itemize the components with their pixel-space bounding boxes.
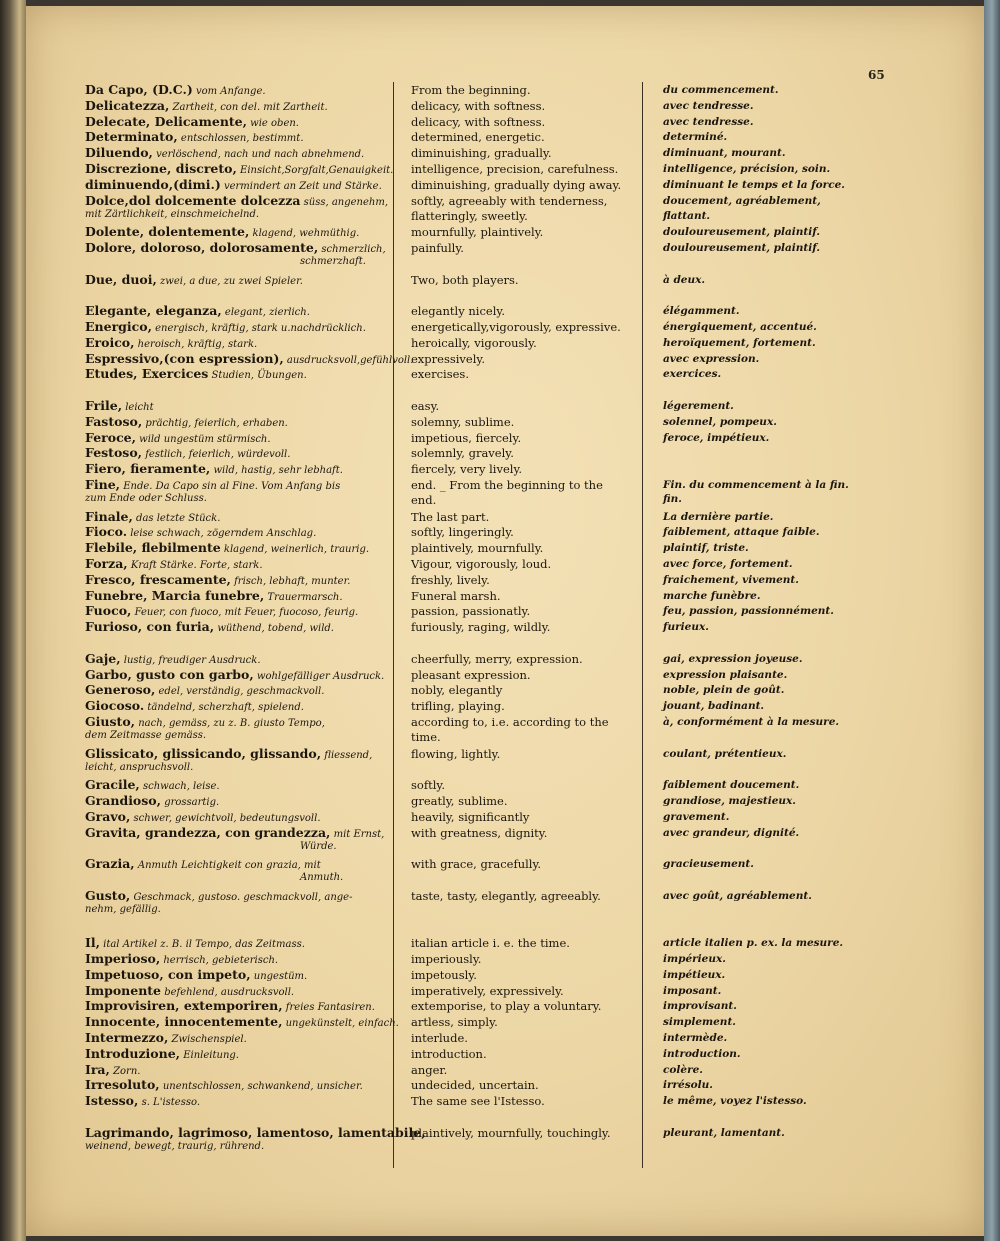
english-translation: diminuishing, gradually dying away. (411, 177, 622, 192)
dictionary-entry (0, 477, 1000, 507)
german-gloss: wie oben. (246, 117, 299, 129)
term-text: Lagrimando, lagrimoso, lamentoso, lamentabile, (85, 1124, 426, 1140)
dictionary-entry (0, 967, 1000, 983)
dictionary-entry (0, 303, 1000, 319)
term-text: Grazia, (85, 856, 135, 872)
german-gloss: vom Anfange. (192, 86, 266, 97)
term-text: Irresoluto, (85, 1077, 160, 1093)
french-translation: gracieusement. (663, 858, 754, 871)
german-gloss: nach, gemäss, zu z. B. giusto Tempo, (135, 718, 325, 729)
english-translation: painfully. (411, 241, 464, 255)
english-translation: softly, agreeably with tenderness, (411, 193, 608, 208)
german-gloss: s. L'istesso. (138, 1097, 201, 1109)
dictionary-entry (0, 398, 1000, 414)
dictionary-entry (0, 983, 1000, 999)
german-gloss: vermindert an Zeit und Stärke. (220, 180, 382, 192)
term-text: Elegante, eleganza, (85, 303, 222, 319)
dictionary-entry (0, 651, 1000, 667)
french-translation: expression plaisante. (663, 668, 788, 681)
dictionary-entry (0, 177, 1000, 193)
german-gloss: befehlend, ausdrucksvoll. (161, 986, 295, 998)
english-translation: trifling, playing. (411, 699, 505, 714)
french-translation: du commencement. (663, 84, 779, 96)
dictionary-entry (0, 1046, 1000, 1062)
english-translation: extemporise, to play a voluntary. (411, 999, 602, 1014)
english-translation: From the beginning. (411, 83, 531, 97)
dictionary-entry (0, 904, 1000, 920)
german-gloss: das letzte Stück. (132, 512, 221, 524)
french-translation: avec force, fortement. (663, 558, 793, 570)
dictionary-entry (0, 840, 1000, 856)
german-gloss: klagend, wehmüthig. (249, 228, 360, 240)
dictionary-entry (0, 1062, 1000, 1078)
german-gloss: entschlossen, bestimmt. (177, 133, 304, 145)
english-translation: artless, simply. (411, 1015, 498, 1030)
term-text: Il, (85, 935, 100, 951)
english-translation: The same see l'Istesso. (411, 1094, 545, 1109)
english-translation: flatteringly, sweetly. (411, 209, 528, 224)
french-translation: doucement, agréablement, (663, 194, 821, 207)
term-text: Gaje, (85, 650, 121, 666)
french-translation: determiné. (663, 131, 728, 144)
german-gloss-continued: Anmuth. (300, 872, 344, 884)
english-translation: expressively. (411, 351, 486, 366)
french-translation: article italien p. ex. la mesure. (663, 937, 844, 950)
dictionary-entry (0, 382, 1000, 398)
dictionary-entry (0, 777, 1000, 793)
dictionary-entry (0, 887, 1000, 915)
term-text: Diluendo, (85, 145, 153, 161)
german-gloss: Zartheit, con del. mit Zartheit. (169, 101, 328, 113)
term-text: Istesso, (85, 1093, 139, 1109)
dictionary-entry (0, 572, 1000, 588)
french-translation: plaintif, triste. (663, 542, 749, 555)
german-gloss-continued: schmerzhaft. (300, 256, 366, 267)
term-text: Giusto, (85, 714, 136, 729)
english-translation: Funeral marsh. (411, 588, 501, 603)
french-translation: intelligence, précision, soin. (663, 163, 831, 175)
term-text: Glissicato, glissicando, glissando, (85, 745, 322, 761)
german-gloss: tändelnd, scherzhaft, spielend. (144, 702, 304, 714)
german-gloss: Studien, Übungen. (208, 370, 307, 382)
german-gloss: schmerzlich, (318, 244, 386, 255)
german-gloss: süss, angenehm, (300, 196, 389, 208)
dictionary-entry (0, 556, 1000, 572)
english-translation: introduction. (411, 1046, 487, 1061)
german-gloss: zwei, a due, zu zwei Spieler. (156, 275, 303, 287)
english-translation: with greatness, dignity. (411, 825, 548, 840)
dictionary-entry (0, 619, 1000, 635)
french-translation: solennel, pompeux. (663, 415, 777, 428)
dictionary-entry (0, 414, 1000, 430)
german-gloss: wohlgefälliger Ausdruck. (253, 670, 385, 682)
term-text: Energico, (85, 319, 152, 334)
french-translation: introduction. (663, 1047, 741, 1060)
english-translation: mournfully, plaintively. (411, 225, 544, 240)
english-translation: heroically, vigorously. (411, 335, 537, 350)
page-number: 65 (868, 68, 885, 82)
german-gloss-continued: nehm, gefällig. (85, 903, 161, 915)
german-gloss: elegant, zierlich. (221, 307, 310, 319)
english-translation: delicacy, with softness. (411, 98, 546, 113)
german-gloss: prächtig, feierlich, erhaben. (142, 417, 288, 429)
dictionary-entry (0, 1014, 1000, 1030)
term-text: Improvisiren, extemporiren, (85, 998, 283, 1014)
dictionary-entry (0, 793, 1000, 809)
term-text: Finale, (85, 508, 133, 524)
dictionary-entry (0, 98, 1000, 114)
german-gloss: freies Fantasiren. (282, 1002, 375, 1014)
english-translation: diminuishing, gradually. (411, 146, 552, 161)
term-text: Fresco, frescamente, (85, 571, 231, 587)
french-translation: noble, plein de goût. (663, 684, 785, 697)
english-translation: furiously, raging, wildly. (411, 620, 551, 635)
term-text: Ira, (85, 1061, 110, 1077)
term-text: Discrezione, discreto, (85, 161, 237, 176)
english-translation: passion, passionatly. (411, 604, 531, 619)
english-translation: imperatively, expressively. (411, 983, 564, 998)
german-gloss: wild, hastig, sehr lebhaft. (210, 465, 343, 477)
dictionary-entry (0, 129, 1000, 145)
french-translation: impérieux. (663, 953, 726, 965)
dictionary-entry (0, 145, 1000, 161)
dictionary-entry (0, 1124, 1000, 1152)
dictionary-entry (0, 272, 1000, 288)
term-text: Determinato, (85, 129, 178, 145)
dictionary-entry (0, 430, 1000, 446)
french-translation-continued: fin. (663, 493, 682, 505)
french-translation: gai, expression joyeuse. (663, 652, 803, 665)
french-translation: feroce, impétieux. (663, 431, 770, 444)
dictionary-entry (0, 82, 1000, 98)
dictionary-entry (0, 114, 1000, 130)
term-text: Garbo, gusto con garbo, (85, 666, 254, 682)
dictionary-entry (0, 208, 1000, 224)
french-translation: douloureusement, plaintif. (663, 242, 821, 254)
english-translation: with grace, gracefully. (411, 857, 542, 872)
dictionary-entry (0, 1030, 1000, 1046)
german-gloss: Ende. Da Capo sin al Fine. Vom Anfang bis (120, 481, 341, 492)
french-translation: feu, passion, passionnément. (663, 605, 834, 618)
french-translation: pleurant, lamentant. (663, 1126, 785, 1139)
dictionary-entry (0, 161, 1000, 177)
term-text: Imperioso, (85, 951, 161, 966)
german-gloss-continued: leicht, anspruchsvoll. (85, 761, 194, 773)
english-translation: intelligence, precision, carefulness. (411, 162, 619, 176)
dictionary-entry (0, 603, 1000, 619)
dictionary-entry (0, 224, 1000, 240)
dictionary-entry (0, 824, 1000, 852)
term-text: Introduzione, (85, 1045, 181, 1061)
term-text: Dolente, dolentemente, (85, 224, 250, 240)
english-translation: determined, energetic. (411, 130, 545, 145)
german-gloss: mit Ernst, (330, 828, 385, 840)
german-gloss: Feuer, con fuoco, mit Feuer, fuocoso, feurig. (131, 607, 359, 619)
german-gloss-continued: weinend, bewegt, traurig, rührend. (85, 1140, 265, 1152)
term-text: Flebile, flebilmente (85, 540, 221, 556)
french-translation: heroïquement, fortement. (663, 336, 816, 349)
dictionary-entry (0, 461, 1000, 477)
german-gloss: wild ungestüm stürmisch. (135, 433, 271, 445)
dictionary-entry (0, 667, 1000, 683)
german-gloss: edel, verständig, geschmackvoll. (155, 686, 325, 698)
term-text: Giocoso. (85, 698, 145, 714)
english-translation: end. _ From the beginning to the (411, 478, 603, 492)
german-gloss: klagend, weinerlich, traurig. (220, 544, 370, 556)
term-text: Eroico, (85, 334, 135, 350)
dictionary-entry (0, 730, 1000, 746)
term-text: Gravita, grandezza, con grandezza, (85, 824, 331, 840)
french-translation: gravement. (663, 810, 730, 823)
term-text: Intermezzo, (85, 1030, 169, 1045)
english-translation: flowing, lightly. (411, 746, 501, 761)
dictionary-entry (0, 935, 1000, 951)
german-gloss: Zorn. (109, 1065, 141, 1077)
english-translation: according to, i.e. according to the (411, 715, 609, 729)
german-gloss: fliessend, (321, 749, 373, 761)
german-gloss: festlich, feierlich, würdevoll. (142, 449, 291, 461)
german-gloss: schwer, gewichtvoll, bedeutungsvoll. (130, 812, 321, 824)
french-translation: avec tendresse. (663, 99, 754, 112)
term-text: Innocente, innocentemente, (85, 1014, 283, 1030)
french-translation: à, conformément à la mesure. (663, 716, 840, 728)
german-gloss: ungestüm. (250, 970, 308, 982)
german-gloss: Kraft Stärke. Forte, stark. (127, 560, 263, 571)
term-text: Imponente (85, 982, 162, 998)
english-translation: plaintively, mournfully, touchingly. (411, 1125, 611, 1140)
french-translation: coulant, prétentieux. (663, 747, 787, 760)
french-translation: le même, voyez l'istesso. (663, 1095, 807, 1108)
dictionary-entry (0, 240, 1000, 267)
french-translation: avec expression. (663, 352, 760, 365)
term-text: Impetuoso, con impeto, (85, 966, 251, 982)
dictionary-entry (0, 698, 1000, 714)
german-gloss-continued: zum Ende oder Schluss. (85, 493, 207, 504)
dictionary-entry (0, 588, 1000, 604)
english-translation: Two, both players. (411, 272, 519, 287)
term-text: Fuoco, (85, 603, 132, 619)
dictionary-entry (0, 509, 1000, 525)
english-translation: pleasant expression. (411, 667, 531, 682)
term-text: Forza, (85, 556, 128, 571)
term-text: Fioco. (85, 524, 128, 540)
term-text: diminuendo,(dimi.) (85, 176, 221, 192)
term-text: Festoso, (85, 445, 143, 461)
german-gloss-continued: dem Zeitmasse gemäss. (85, 730, 207, 741)
term-text: Gravo, (85, 808, 131, 824)
dictionary-entry (0, 287, 1000, 303)
dictionary-entry (0, 256, 1000, 272)
french-translation: intermède. (663, 1032, 728, 1044)
german-gloss: Einsicht,Sorgfalt,Genauigkeit. (236, 165, 394, 176)
french-translation: avec tendresse. (663, 115, 754, 128)
german-gloss: Einleitung. (180, 1049, 239, 1061)
dictionary-entry (0, 856, 1000, 884)
french-translation: furieux. (663, 621, 709, 634)
dictionary-entry (0, 809, 1000, 825)
dictionary-entry (0, 524, 1000, 540)
dictionary-entry (0, 540, 1000, 556)
french-translation: improvisant. (663, 1000, 737, 1013)
dictionary-entry (0, 335, 1000, 351)
english-translation: easy. (411, 399, 440, 413)
french-translation: diminuant le temps et la force. (663, 178, 845, 191)
french-translation: à deux. (663, 273, 706, 286)
dictionary-entry (0, 761, 1000, 777)
term-text: Espressivo,(con espression), (85, 350, 284, 366)
english-translation: impetously. (411, 967, 477, 982)
french-translation: douloureusement, plaintif. (663, 226, 821, 239)
dictionary-entry (0, 351, 1000, 367)
term-text: Grandioso, (85, 793, 162, 808)
english-translation: interlude. (411, 1031, 468, 1045)
english-translation: undecided, uncertain. (411, 1078, 539, 1093)
english-translation-continued: time. (411, 730, 441, 744)
english-translation: exercises. (411, 367, 469, 382)
dictionary-entry (0, 951, 1000, 967)
french-translation: diminuant, mourant. (663, 147, 786, 160)
german-gloss: grossartig. (161, 797, 220, 808)
english-translation: imperiously. (411, 952, 482, 966)
german-gloss: lustig, freudiger Ausdruck. (120, 654, 261, 666)
term-text: Generoso, (85, 682, 156, 698)
german-gloss: Trauermarsch. (264, 591, 343, 603)
german-gloss: ungekünstelt, einfach. (282, 1018, 399, 1030)
french-translation: simplement. (663, 1016, 736, 1029)
german-gloss: ausdrucksvoll,gefühlvoll. (283, 354, 414, 366)
english-translation: softly, lingeringly. (411, 525, 514, 540)
term-text: Etudes, Exercices (85, 366, 209, 382)
french-translation: faiblement doucement. (663, 779, 800, 792)
dictionary-entry (0, 745, 1000, 773)
german-gloss-continued: Würde. (300, 840, 337, 852)
english-translation: The last part. (411, 509, 490, 524)
term-text: Gusto, (85, 887, 131, 903)
dictionary-entry (0, 682, 1000, 698)
french-translation: jouant, badinant. (663, 700, 765, 713)
dictionary-entry (0, 445, 1000, 461)
french-translation: impétieux. (663, 968, 726, 981)
dictionary-entry (0, 366, 1000, 382)
dictionary-entry (0, 1077, 1000, 1093)
english-translation: italian article i. e. the time. (411, 936, 570, 951)
dictionary-entry (0, 872, 1000, 888)
german-gloss: Anmuth Leichtigkeit con grazia, mit (134, 860, 321, 872)
french-translation: avec grandeur, dignité. (663, 826, 800, 839)
english-translation: cheerfully, merry, expression. (411, 651, 583, 666)
german-gloss: schwach, leise. (139, 781, 220, 793)
german-gloss: unentschlossen, schwankend, unsicher. (159, 1081, 363, 1093)
german-gloss: herrisch, gebieterisch. (160, 955, 279, 966)
french-translation: colère. (663, 1063, 703, 1076)
term-text: Dolore, doloroso, dolorosamente, (85, 240, 319, 255)
french-translation: grandiose, majestieux. (663, 795, 796, 807)
french-translation: irrésolu. (663, 1079, 713, 1092)
german-gloss-continued: mit Zärtlichkeit, einschmeichelnd. (85, 208, 260, 220)
german-gloss: Zwischenspiel. (168, 1034, 247, 1045)
english-translation: nobly, elegantly (411, 683, 503, 698)
dictionary-entry (0, 635, 1000, 651)
english-translation: solemnly, gravely. (411, 446, 514, 461)
french-translation: faiblement, attaque faible. (663, 526, 820, 539)
english-translation: heavily, significantly (411, 809, 530, 824)
term-text: Due, duoi, (85, 271, 157, 287)
english-translation: fiercely, very lively. (411, 462, 523, 477)
french-translation: énergiquement, accentué. (663, 321, 817, 333)
english-translation: softly. (411, 778, 446, 793)
french-translation: La dernière partie. (663, 510, 774, 523)
term-text: Furioso, con furia, (85, 619, 215, 635)
french-translation: flattant. (663, 210, 711, 223)
french-translation: élégamment. (663, 305, 740, 318)
term-text: Frile, (85, 398, 123, 413)
english-translation: plaintively, mournfully. (411, 541, 544, 556)
french-translation: marche funèbre. (663, 589, 761, 602)
term-text: Gracile, (85, 777, 140, 793)
french-translation: fraichement, vivement. (663, 573, 799, 586)
german-gloss: heroisch, kräftig, stark. (134, 338, 258, 350)
german-gloss: leicht (122, 402, 154, 413)
german-gloss: ital Artikel z. B. il Tempo, das Zeitmass. (99, 939, 305, 951)
german-gloss: Geschmack, gustoso. geschmackvoll, ange- (130, 891, 353, 903)
english-translation-continued: end. (411, 493, 437, 507)
term-text: Dolce,dol dolcemente dolcezza (85, 192, 301, 208)
term-text: Fiero, fieramente, (85, 461, 211, 477)
german-gloss: leise schwach, zögerndem Anschlag. (127, 528, 317, 540)
term-text: Delecate, Delicamente, (85, 113, 247, 129)
french-translation: imposant. (663, 984, 722, 997)
english-translation: Vigour, vigorously, loud. (411, 557, 552, 571)
term-text: Fastoso, (85, 413, 143, 429)
french-translation: exercices. (663, 368, 722, 381)
english-translation: solemny, sublime. (411, 414, 515, 429)
dictionary-entry (0, 1109, 1000, 1125)
dictionary-entry (0, 319, 1000, 335)
english-translation: impetious, fiercely. (411, 430, 522, 445)
french-translation: Fin. du commencement à la fin. (663, 479, 849, 491)
french-translation: légerement. (663, 400, 734, 412)
dictionary-entry (0, 998, 1000, 1014)
french-translation: avec goût, agréablement. (663, 889, 812, 902)
english-translation: freshly, lively. (411, 572, 490, 587)
english-translation: taste, tasty, elegantly, agreeably. (411, 888, 601, 903)
english-translation: greatly, sublime. (411, 794, 508, 808)
term-text: Da Capo, (D.C.) (85, 82, 193, 97)
english-translation: delicacy, with softness. (411, 114, 546, 129)
german-gloss: wüthend, tobend, wild. (214, 623, 334, 635)
dictionary-entry (0, 493, 1000, 509)
english-translation: energetically,vigorously, expressive. (411, 320, 621, 334)
dictionary-entry (0, 714, 1000, 744)
dictionary-entry (0, 919, 1000, 935)
english-translation: elegantly nicely. (411, 304, 505, 319)
term-text: Fine, (85, 477, 121, 492)
english-translation: anger. (411, 1062, 448, 1077)
german-gloss: frisch, lebhaft, munter. (230, 575, 351, 587)
term-text: Feroce, (85, 429, 136, 445)
german-gloss: verlöschend, nach und nach abnehmend. (152, 149, 365, 161)
term-text: Delicatezza, (85, 97, 170, 113)
german-gloss: energisch, kräftig, stark u.nachdrücklich. (151, 323, 366, 334)
dictionary-entry (0, 1093, 1000, 1109)
term-text: Funebre, Marcia funebre, (85, 587, 265, 603)
